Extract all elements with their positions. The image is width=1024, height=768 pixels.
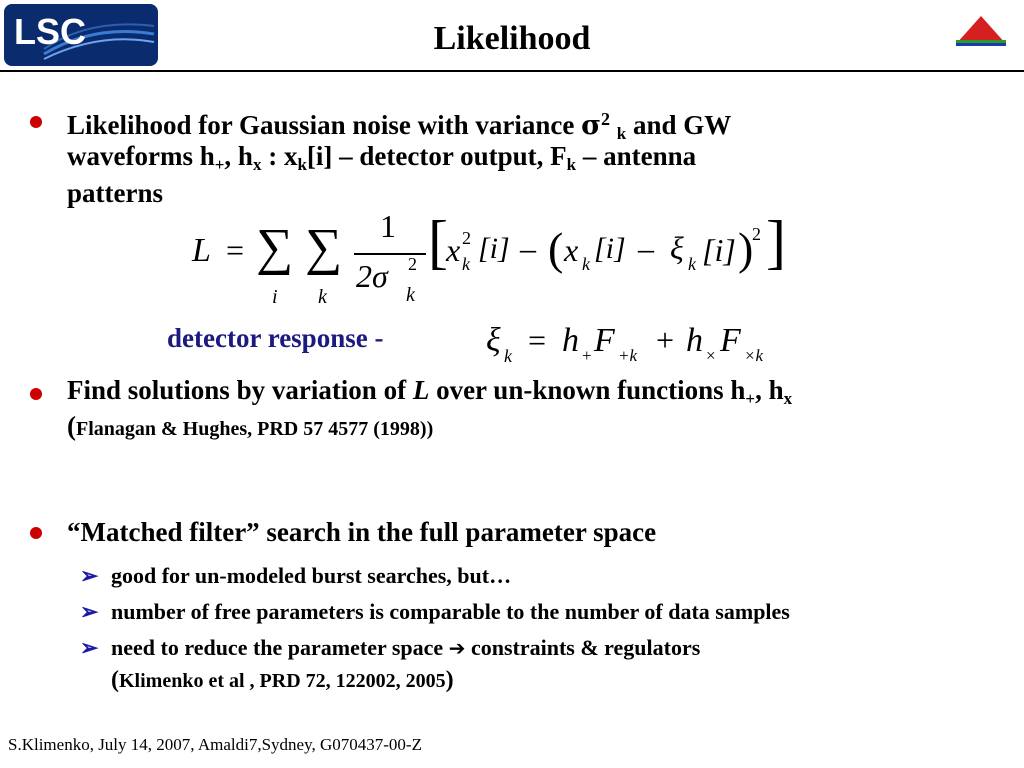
sub-bullet-arrow-icon: ➢ [80, 599, 99, 624]
sub-bullet-arrow-icon: ➢ [80, 635, 99, 660]
prism-icon [954, 14, 1008, 50]
sub-bullet-3: need to reduce the parameter space ➔ constraints & regulators [111, 635, 701, 660]
bullet-dot [30, 116, 42, 128]
bullet-1-line-3: patterns [67, 178, 163, 208]
sub-bullet-2: number of free parameters is comparable to the number of data samples [111, 599, 790, 624]
sub-bullet-arrow-icon: ➢ [80, 563, 99, 588]
bullet-dot [30, 527, 42, 539]
bullet-1-line-1: Likelihood for Gaussian noise with variance $\sigma^2$ $_k$ and GW [67, 109, 732, 143]
bullet-dot [30, 388, 42, 400]
sub-bullet-3-reference: (Klimenko et al , PRD 72, 122002, 2005) [111, 667, 454, 693]
page-title: Likelihood [433, 20, 591, 57]
bullet-2-reference: (Flanagan & Hughes, PRD 57 4577 (1998)) [67, 411, 434, 441]
detector-response-label: detector response - [167, 323, 384, 353]
header-divider [0, 70, 1024, 72]
logo-text: LSC [14, 11, 86, 52]
sub-bullet-1: good for un-modeled burst searches, but… [111, 563, 512, 588]
footer-citation: S.Klimenko, July 14, 2007, Amaldi7,Sydney, G070437-00-Z [8, 735, 422, 754]
bullet-2-line-1: Find solutions by variation of L over un-known functions $h_+$, $h_x$ [67, 375, 793, 408]
bullet-1-line-2: waveforms $h_+$, $h_x$ : $x_k[i]$ – detector output, $F_k$ – antenna [67, 141, 697, 174]
bullet-3-text: “Matched filter” search in the full parameter space [67, 517, 657, 547]
